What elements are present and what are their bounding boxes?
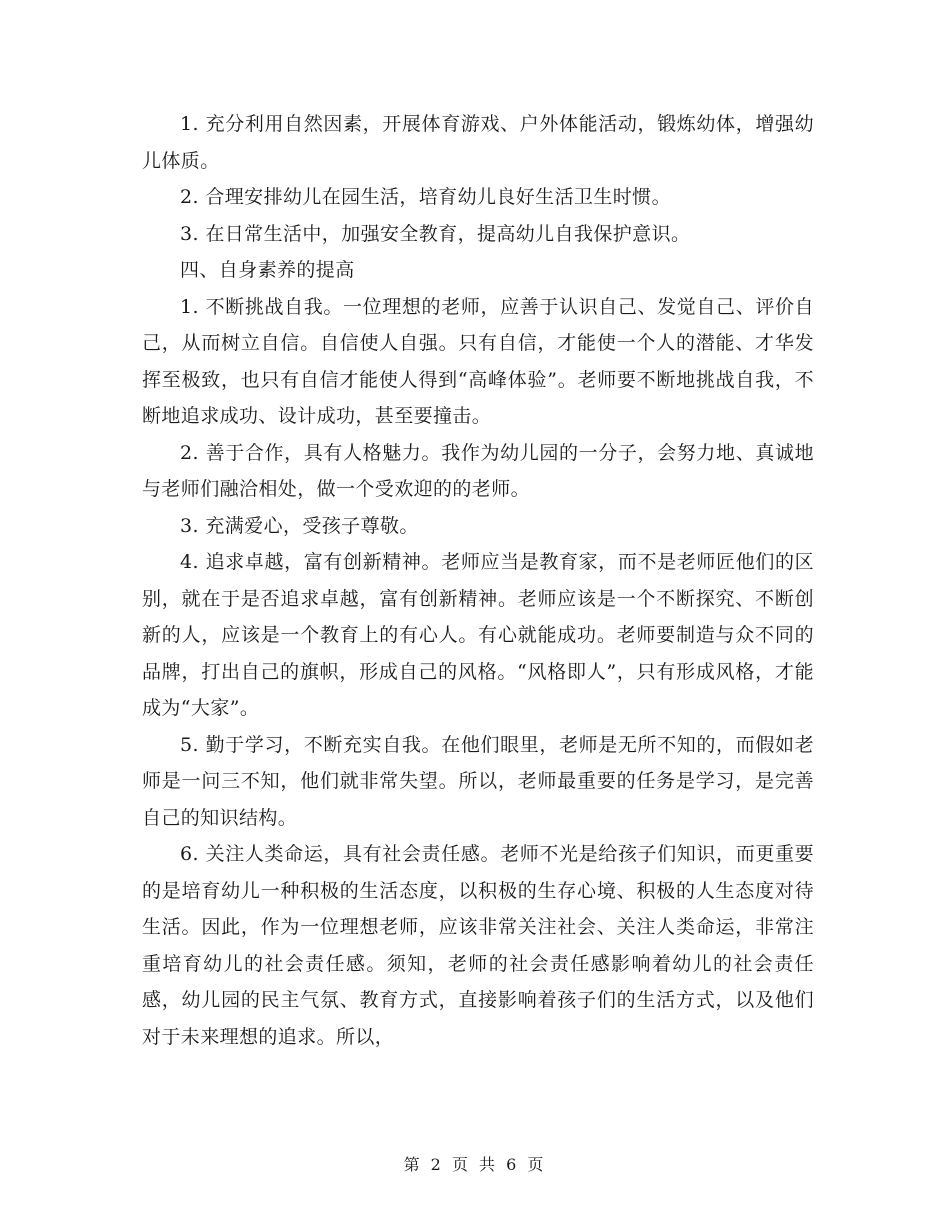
- document-body: [142, 106, 814, 1055]
- paragraph-excellence: 4. 追求卓越，富有创新精神。老师应当是教育家，而不是老师匠他们的区别，就在于是否追求卓越，富有创新精神。老师应该是一个不断探究、不断创新的人，应该是一个教育上的有心人。有心就能成功。老师要制造与众不同的品牌，打出自己的旗帜，形成自己的风格。“风格即人”，只有形成风格，才能成为“大家”。: [142, 551, 814, 719]
- paragraph-social-responsibility: 6. 关注人类命运，具有社会责任感。老师不光是给孩子们知识，而更重要的是培育幼儿一种积极的生活态度，以积极的生存心境、积极的人生态度对待生活。因此，作为一位理想老师，应该非常关注社会、关注人类命运，非常注重培育幼儿的社会责任感。须知，老师的社会责任感影响着幼儿的社会责任感，幼儿园的民主气氛、教育方式，直接影响着孩子们的生活方式，以及他们对于未来理想的追求。所以，: [142, 843, 814, 1048]
- paragraph-love: 3. 充满爱心，受孩子尊敬。: [180, 514, 419, 537]
- paragraph-learning: 5. 勤于学习，不断充实自我。在他们眼里，老师是无所不知的，而假如老师是一问三不知，他们就非常失望。所以，老师最重要的任务是学习，是完善自己的知识结构。: [142, 733, 814, 829]
- section-heading: 四、自身素养的提高: [180, 259, 355, 281]
- paragraph-item-2: 2. 合理安排幼儿在园生活，培育幼儿良好生活卫生时惯。: [180, 186, 671, 208]
- paragraph-item-1: 1. 充分利用自然因素，开展体育游戏、户外体能活动，锻炼幼体，增强幼儿体质。: [142, 113, 814, 172]
- page-number-footer: 第 2 页 共 6 页: [403, 1155, 547, 1174]
- paragraph-item-3: 3. 在日常生活中，加强安全教育，提高幼儿自我保护意识。: [180, 222, 691, 245]
- paragraph-self-challenge: 1. 不断挑战自我。一位理想的老师，应善于认识自己、发觉自己、评价自己，从而树立自信。自信使人自强。只有自信，才能使一个人的潜能、才华发挥至极致，也只有自信才能使人得到“高峰体验”。老师要不断地挑战自我，不断地追求成功、设计成功，甚至要撞击。: [142, 295, 814, 427]
- paragraph-cooperation: 2. 善于合作，具有人格魅力。我作为幼儿园的一分子，会努力地、真诚地与老师们融洽相处，做一个受欢迎的的老师。: [142, 441, 814, 500]
